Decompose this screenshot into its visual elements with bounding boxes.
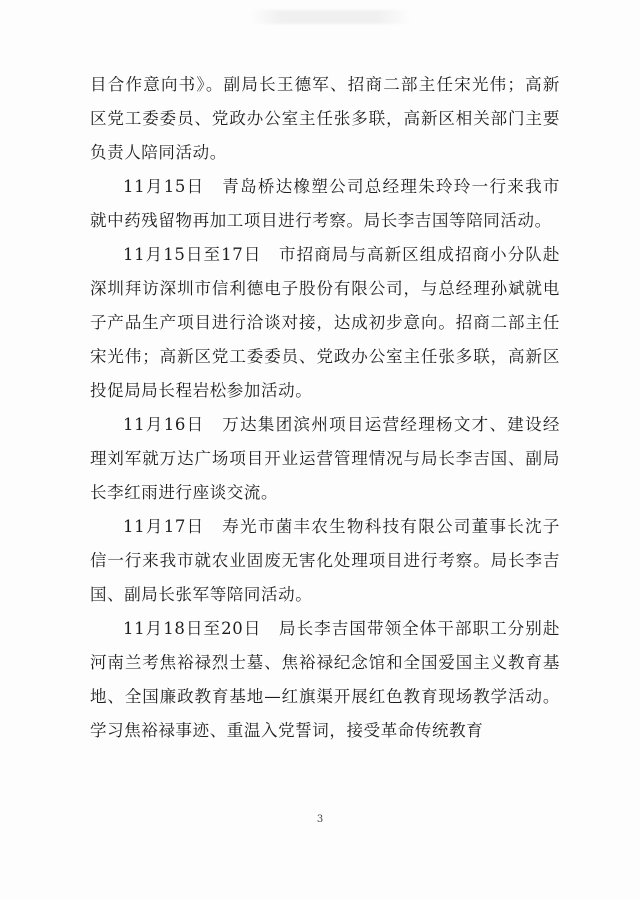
page-number: 3 xyxy=(316,814,324,825)
document-body xyxy=(90,68,560,748)
paragraph-1: 目合作意向书》。副局长王德军、招商二部主任宋光伟；高新区党工委委员、党政办公室主任张多联，高新区相关部门主要负责人陪同活动。 xyxy=(90,75,560,162)
paragraph-3: 11月15日至17日 市招商局与高新区组成招商小分队赴深圳拜访深圳市信利德电子股份有限公司，与总经理孙斌就电子产品生产项目进行洽谈对接，达成初步意向。招商二部主任宋光伟；高新区党工委委员、党政办公室主任张多联，高新区投促局局长程岩松参加活动。 xyxy=(90,245,560,400)
paragraph-6: 11月18日至20日 局长李吉国带领全体干部职工分别赴河南兰考焦裕禄烈士墓、焦裕禄纪念馆和全国爱国主义教育基地、全国廉政教育基地—红旗渠开展红色教育现场教学活动。学习焦裕禄事迹、重温入党誓词，接受革命传统教育 xyxy=(90,619,560,740)
faded-header-artifact xyxy=(250,10,410,24)
paragraph-4: 11月16日 万达集团滨州项目运营经理杨文才、建设经理刘军就万达广场项目开业运营管理情况与局长李吉国、副局长李红雨进行座谈交流。 xyxy=(90,415,560,502)
paragraph-2: 11月15日 青岛桥达橡塑公司总经理朱玲玲一行来我市就中药残留物再加工项目进行考察。局长李吉国等陪同活动。 xyxy=(90,177,560,230)
paragraph-5: 11月17日 寿光市菌丰农生物科技有限公司董事长沈子信一行来我市就农业固废无害化处理项目进行考察。局长李吉国、副局长张军等陪同活动。 xyxy=(90,517,560,604)
